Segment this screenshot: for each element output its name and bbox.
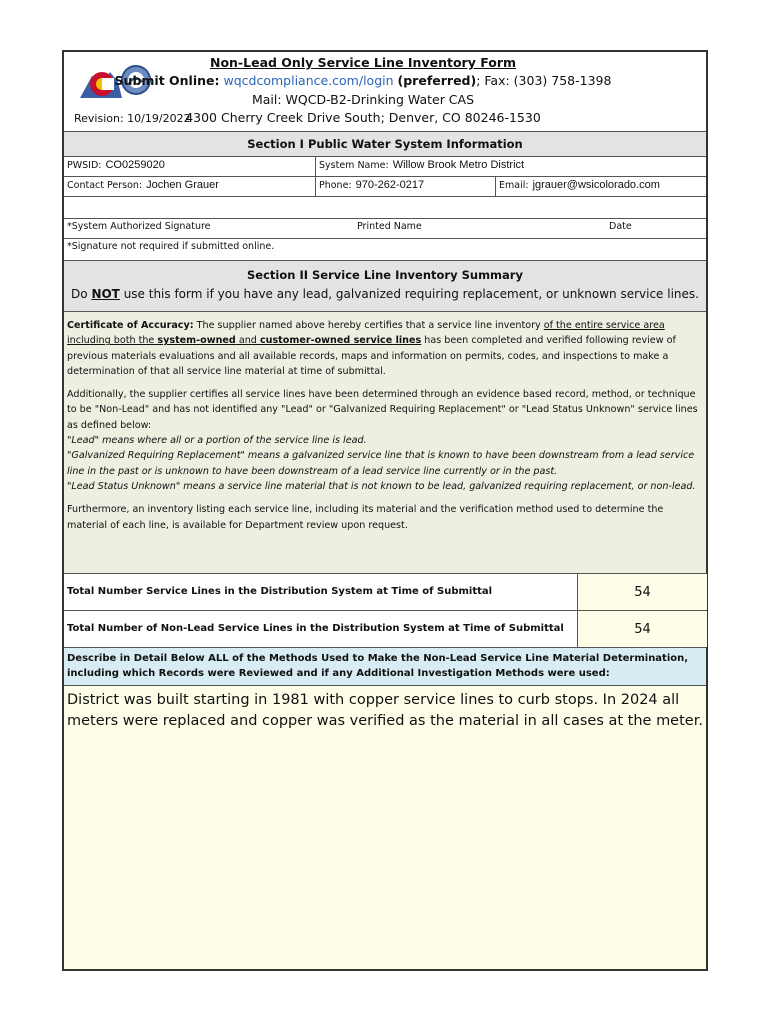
pwsid-label: PWSID: [67,160,102,171]
signature-labels-row [64,219,706,239]
form-title: Non-Lead Only Service Line Inventory Form [209,55,517,70]
system-name-cell[interactable] [316,157,706,176]
cert-paragraph-2: Additionally, the supplier certifies all service lines have been determined through an evidence based record, method, or technique to be "Non-Lead" and has not identified any "Lead" or "Galvanized Requiring Replacement" or "Lead Status Unknown" service lines as defined below: [67,389,698,431]
phone-label: Phone: [319,180,352,191]
describe-methods-label: Describe in Detail Below ALL of the Methods Used to Make the Non-Lead Service Line Material Determination, including which Records were Reviewed and if any Additional Investigation Methods were used: [64,648,706,686]
signature-label: *System Authorized Signature [67,221,211,232]
cert-p1-a: The supplier named above hereby certifies that a service line inventory [193,320,544,331]
total-lines-row [64,574,706,611]
pwsid-value: CO0259020 [105,159,165,171]
cert-p1-b2: customer-owned service lines [259,335,422,347]
submit-line [0,73,726,88]
cert-paragraph-3: Furthermore, an inventory listing each service line, including its material and the verification method used to determine the material of each line, is available for Department review upon request. [67,504,664,531]
pwsid-cell[interactable] [64,157,316,176]
subtitle-post: use this form if you have any lead, galvanized requiring replacement, or unknown service lines. [119,287,699,301]
section2-subtitle [64,287,706,301]
cert-p1-b1: system-owned [157,335,236,347]
printed-name-label: Printed Name [357,221,422,232]
revision-date: Revision: 10/19/2022 [74,112,191,125]
def-grr [67,448,703,479]
form-header [64,52,706,130]
total-lines-value[interactable]: 54 [577,574,707,610]
date-label: Date [609,221,632,232]
nonlead-lines-value[interactable]: 54 [577,611,707,647]
mail-line: Mail: WQCD-B2-Drinking Water CAS [251,92,475,107]
cert-label: Certificate of Accuracy: [67,320,194,331]
contact-label: Contact Person: [67,180,143,191]
nonlead-lines-label: Total Number of Non-Lead Service Lines in the Distribution System at Time of Submittal [67,623,564,634]
signature-note-row [64,239,706,261]
email-value: jgrauer@wsicolorado.com [532,179,660,191]
system-name-label: System Name: [319,160,389,171]
section2-header [64,261,706,312]
nonlead-lines-row [64,611,706,648]
submit-prefix: Submit Online: [114,73,220,88]
def-unknown [67,479,703,494]
form [62,50,708,971]
cert-p1-u1: of the entire service area including both the [67,320,665,347]
contact-cell[interactable] [64,177,316,196]
system-name-value: Willow Brook Metro District [392,159,525,171]
pwsid-row [64,157,706,177]
submit-preferred: (preferred) [397,73,477,88]
phone-cell[interactable] [316,177,496,196]
certificate-of-accuracy [64,312,706,574]
address-line: 4300 Cherry Creek Drive South; Denver, CO 80246-1530 [185,110,541,125]
signature-space-row[interactable] [64,197,706,219]
email-cell[interactable] [496,177,706,196]
cert-paragraph-1 [67,318,703,379]
subtitle-not: NOT [91,287,120,301]
methods-description-field[interactable]: District was built starting in 1981 with copper service lines to curb stops. In 2024 all meters were replaced and copper was verified as the material in all cases at the meter. [64,686,706,969]
fax-number: ; Fax: (303) 758-1398 [476,73,612,88]
contact-row [64,177,706,197]
section1-title: Section I Public Water System Information [64,131,706,157]
phone-value: 970-262-0217 [355,179,425,191]
def-grr-text: "Galvanized Requiring Replacement" means a galvanized service line that is known to have been downstream from a lead service line in the past or is unknown to have been downstream of a lead service line currently or in the past. [67,450,695,477]
cert-p1-b: has been completed and verified following review of previous materials evaluations and all available records, maps and information on permits, codes, and inspections to make a determination of that all service line material at time of submittal. [67,335,676,377]
def-unknown-text: "Lead Status Unknown" means a service line material that is not known to be lead, galvanized requiring replacement, or non-lead. [67,480,696,492]
submit-link[interactable]: wqcdcompliance.com/login [223,73,394,88]
def-lead-text: "Lead" means where all or a portion of the service line is lead. [67,435,367,447]
section2-title: Section II Service Line Inventory Summary [247,268,523,282]
def-lead [67,433,703,448]
cert-p1-u2: and [235,335,260,347]
email-label: Email: [499,180,529,191]
subtitle-pre: Do [71,287,92,301]
signature-note: *Signature not required if submitted online. [67,241,275,252]
total-lines-label: Total Number Service Lines in the Distribution System at Time of Submittal [67,586,493,597]
contact-value: Jochen Grauer [146,179,219,191]
